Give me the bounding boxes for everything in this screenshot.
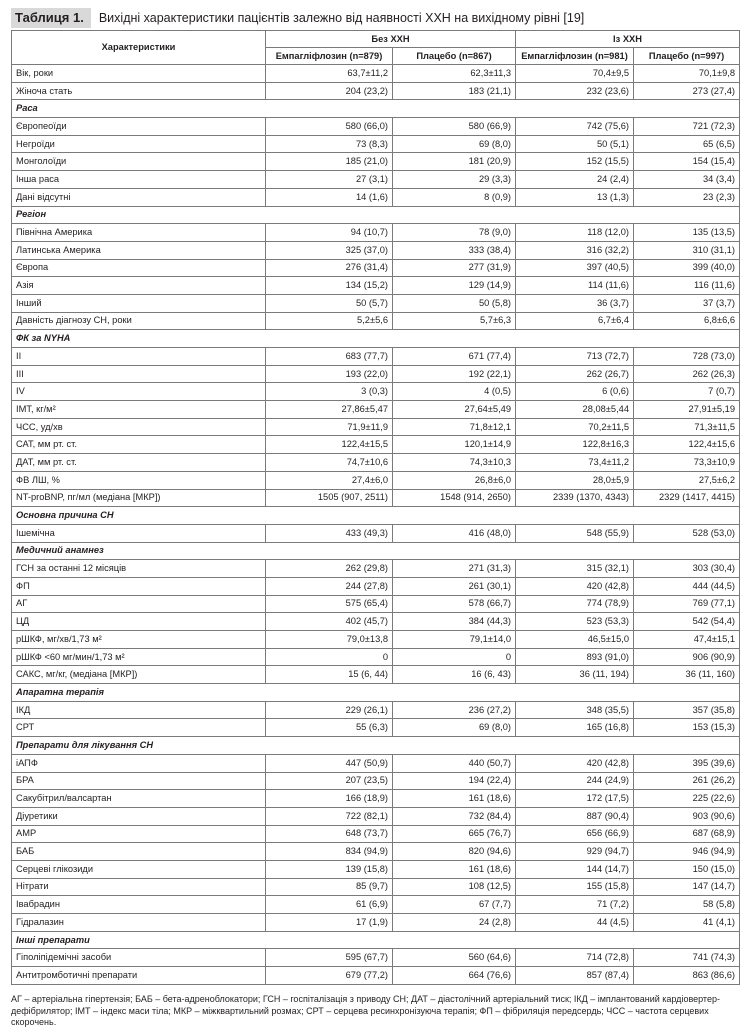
row-label: іАПФ [12, 754, 266, 772]
cell-value: 277 (31,9) [393, 259, 516, 277]
cell-value: 65 (6,5) [634, 135, 740, 153]
cell-value: 420 (42,8) [516, 577, 634, 595]
cell-value: 71,8±12,1 [393, 418, 516, 436]
row-label: Вік, роки [12, 65, 266, 83]
cell-value: 6 (0,6) [516, 383, 634, 401]
cell-value: 416 (48,0) [393, 524, 516, 542]
cell-value: 714 (72,8) [516, 949, 634, 967]
cell-value: 70,2±11,5 [516, 418, 634, 436]
cell-value: 0 [393, 648, 516, 666]
row-label: БРА [12, 772, 266, 790]
table-body [12, 65, 740, 985]
cell-value: 420 (42,8) [516, 754, 634, 772]
cell-value: 548 (55,9) [516, 524, 634, 542]
cell-value: 27,5±6,2 [634, 471, 740, 489]
cell-value: 69 (8,0) [393, 135, 516, 153]
table-row [12, 631, 740, 649]
cell-value: 402 (45,7) [266, 613, 393, 631]
cell-value: 28,0±5,9 [516, 471, 634, 489]
cell-value: 528 (53,0) [634, 524, 740, 542]
cell-value: 722 (82,1) [266, 807, 393, 825]
section-row [12, 330, 740, 348]
cell-value: 44 (4,5) [516, 914, 634, 932]
section-row [12, 206, 740, 224]
row-label: ІКД [12, 701, 266, 719]
table-row [12, 807, 740, 825]
row-label: ФВ ЛШ, % [12, 471, 266, 489]
row-label: Давність діагнозу СН, роки [12, 312, 266, 330]
cell-value: 108 (12,5) [393, 878, 516, 896]
header-group-without-ckd: Без ХХН [266, 31, 516, 48]
row-label: Європа [12, 259, 266, 277]
row-label: Жіноча стать [12, 82, 266, 100]
cell-value: 315 (32,1) [516, 560, 634, 578]
cell-value: 523 (53,3) [516, 613, 634, 631]
section-label: Медичний анамнез [12, 542, 740, 560]
cell-value: 13 (1,3) [516, 188, 634, 206]
footnote: АГ – артеріальна гіпертензія; БАБ – бета-адреноблокатори; ГСН – госпіталізація з приводу СН; ДАТ – діастолічний артеріальний тиск; ІКД – імплантований кардіовертер-дефібрилятор; ІМТ – індекс маси тіла; МКР – міжквартильний розмах; СРТ – серцева ресинхронізуюча терапія; ФП – фібриляція передсердь; ЧСС – частота серцевих скорочень. [11, 994, 720, 1027]
cell-value: 27,91±5,19 [634, 401, 740, 419]
table-row [12, 118, 740, 136]
cell-value: 36 (11, 194) [516, 666, 634, 684]
cell-value: 303 (30,4) [634, 560, 740, 578]
cell-value: 85 (9,7) [266, 878, 393, 896]
cell-value: 154 (15,4) [634, 153, 740, 171]
cell-value: 664 (76,6) [393, 967, 516, 985]
cell-value: 4 (0,5) [393, 383, 516, 401]
cell-value: 648 (73,7) [266, 825, 393, 843]
section-label: Інші препарати [12, 931, 740, 949]
table-row [12, 524, 740, 542]
cell-value: 325 (37,0) [266, 241, 393, 259]
section-label: ФК за NYHA [12, 330, 740, 348]
row-label: ЦД [12, 613, 266, 631]
section-label: Препарати для лікування СН [12, 737, 740, 755]
cell-value: 144 (14,7) [516, 860, 634, 878]
cell-value: 73,3±10,9 [634, 454, 740, 472]
cell-value: 55 (6,3) [266, 719, 393, 737]
cell-value: 656 (66,9) [516, 825, 634, 843]
table-row [12, 666, 740, 684]
cell-value: 261 (30,1) [393, 577, 516, 595]
row-label: Діуретики [12, 807, 266, 825]
cell-value: 50 (5,1) [516, 135, 634, 153]
cell-value: 73 (8,3) [266, 135, 393, 153]
cell-value: 348 (35,5) [516, 701, 634, 719]
cell-value: 560 (64,6) [393, 949, 516, 967]
row-label: Негроїди [12, 135, 266, 153]
table-title: Вихідні характеристики пацієнтів залежно від наявності ХХН на вихідному рівні [19] [98, 11, 585, 25]
table-row [12, 595, 740, 613]
cell-value: 134 (15,2) [266, 277, 393, 295]
row-label: Ішемічна [12, 524, 266, 542]
table-row [12, 701, 740, 719]
table-row [12, 241, 740, 259]
row-label: Інша раса [12, 171, 266, 189]
cell-value: 61 (6,9) [266, 896, 393, 914]
cell-value: 192 (22,1) [393, 365, 516, 383]
cell-value: 122,4±15,5 [266, 436, 393, 454]
section-label: Апаратна терапія [12, 684, 740, 702]
cell-value: 78 (9,0) [393, 224, 516, 242]
row-label: Сакубітрил/валсартан [12, 790, 266, 808]
cell-value: 116 (11,6) [634, 277, 740, 295]
row-label: Гідралазин [12, 914, 266, 932]
row-label: Монголоїди [12, 153, 266, 171]
row-label: Івабрадин [12, 896, 266, 914]
cell-value: 397 (40,5) [516, 259, 634, 277]
row-label: III [12, 365, 266, 383]
cell-value: 1548 (914, 2650) [393, 489, 516, 507]
table-row [12, 577, 740, 595]
cell-value: 129 (14,9) [393, 277, 516, 295]
cell-value: 946 (94,9) [634, 843, 740, 861]
table-row [12, 896, 740, 914]
cell-value: 903 (90,6) [634, 807, 740, 825]
cell-value: 232 (23,6) [516, 82, 634, 100]
row-label: NT-proBNP, пг/мл (медіана [МКР]) [12, 489, 266, 507]
row-label: АМР [12, 825, 266, 843]
cell-value: 262 (26,3) [634, 365, 740, 383]
cell-value: 24 (2,8) [393, 914, 516, 932]
row-label: Дані відсутні [12, 188, 266, 206]
cell-value: 742 (75,6) [516, 118, 634, 136]
table-row [12, 82, 740, 100]
cell-value: 14 (1,6) [266, 188, 393, 206]
row-label: САТ, мм рт. ст. [12, 436, 266, 454]
table-row [12, 365, 740, 383]
cell-value: 444 (44,5) [634, 577, 740, 595]
cell-value: 774 (78,9) [516, 595, 634, 613]
row-label: ІМТ, кг/м² [12, 401, 266, 419]
cell-value: 58 (5,8) [634, 896, 740, 914]
cell-value: 152 (15,5) [516, 153, 634, 171]
cell-value: 7 (0,7) [634, 383, 740, 401]
row-label: Інший [12, 294, 266, 312]
cell-value: 580 (66,0) [266, 118, 393, 136]
cell-value: 687 (68,9) [634, 825, 740, 843]
cell-value: 185 (21,0) [266, 153, 393, 171]
cell-value: 6,8±6,6 [634, 312, 740, 330]
cell-value: 316 (32,2) [516, 241, 634, 259]
cell-value: 118 (12,0) [516, 224, 634, 242]
table-row [12, 277, 740, 295]
section-row [12, 684, 740, 702]
header-col: Плацебо (n=997) [634, 48, 740, 65]
cell-value: 225 (22,6) [634, 790, 740, 808]
row-label: Антитромботичні препарати [12, 967, 266, 985]
cell-value: 683 (77,7) [266, 348, 393, 366]
cell-value: 114 (11,6) [516, 277, 634, 295]
characteristics-table [11, 30, 740, 985]
section-row [12, 507, 740, 525]
cell-value: 23 (2,3) [634, 188, 740, 206]
cell-value: 671 (77,4) [393, 348, 516, 366]
row-label: рШКФ, мг/хв/1,73 м² [12, 631, 266, 649]
cell-value: 834 (94,9) [266, 843, 393, 861]
section-row [12, 100, 740, 118]
cell-value: 161 (18,6) [393, 860, 516, 878]
cell-value: 333 (38,4) [393, 241, 516, 259]
cell-value: 433 (49,3) [266, 524, 393, 542]
row-label: Північна Америка [12, 224, 266, 242]
cell-value: 261 (26,2) [634, 772, 740, 790]
table-row [12, 454, 740, 472]
table-row [12, 825, 740, 843]
cell-value: 741 (74,3) [634, 949, 740, 967]
table-row [12, 967, 740, 985]
cell-value: 120,1±14,9 [393, 436, 516, 454]
cell-value: 6,7±6,4 [516, 312, 634, 330]
cell-value: 1505 (907, 2511) [266, 489, 393, 507]
cell-value: 262 (29,8) [266, 560, 393, 578]
cell-value: 16 (6, 43) [393, 666, 516, 684]
cell-value: 27,86±5,47 [266, 401, 393, 419]
cell-value: 153 (15,3) [634, 719, 740, 737]
table-row [12, 383, 740, 401]
cell-value: 27,64±5,49 [393, 401, 516, 419]
cell-value: 166 (18,9) [266, 790, 393, 808]
cell-value: 135 (13,5) [634, 224, 740, 242]
cell-value: 728 (73,0) [634, 348, 740, 366]
table-row [12, 843, 740, 861]
row-label: ДАТ, мм рт. ст. [12, 454, 266, 472]
cell-value: 150 (15,0) [634, 860, 740, 878]
cell-value: 262 (26,7) [516, 365, 634, 383]
section-row [12, 931, 740, 949]
table-row [12, 772, 740, 790]
cell-value: 79,1±14,0 [393, 631, 516, 649]
cell-value: 929 (94,7) [516, 843, 634, 861]
cell-value: 893 (91,0) [516, 648, 634, 666]
cell-value: 183 (21,1) [393, 82, 516, 100]
table-row [12, 471, 740, 489]
table-row [12, 613, 740, 631]
cell-value: 50 (5,7) [266, 294, 393, 312]
cell-value: 36 (11, 160) [634, 666, 740, 684]
cell-value: 147 (14,7) [634, 878, 740, 896]
row-label: БАБ [12, 843, 266, 861]
cell-value: 74,3±10,3 [393, 454, 516, 472]
table-row [12, 914, 740, 932]
cell-value: 122,8±16,3 [516, 436, 634, 454]
cell-value: 3 (0,3) [266, 383, 393, 401]
row-label: рШКФ <60 мг/мин/1,73 м² [12, 648, 266, 666]
cell-value: 70,4±9,5 [516, 65, 634, 83]
cell-value: 207 (23,5) [266, 772, 393, 790]
cell-value: 721 (72,3) [634, 118, 740, 136]
cell-value: 863 (86,6) [634, 967, 740, 985]
cell-value: 399 (40,0) [634, 259, 740, 277]
cell-value: 94 (10,7) [266, 224, 393, 242]
cell-value: 236 (27,2) [393, 701, 516, 719]
table-row [12, 171, 740, 189]
cell-value: 357 (35,8) [634, 701, 740, 719]
cell-value: 41 (4,1) [634, 914, 740, 932]
cell-value: 395 (39,6) [634, 754, 740, 772]
cell-value: 63,7±11,2 [266, 65, 393, 83]
table-row [12, 436, 740, 454]
table-row [12, 259, 740, 277]
header-group-with-ckd: Із ХХН [516, 31, 740, 48]
cell-value: 447 (50,9) [266, 754, 393, 772]
cell-value: 27 (3,1) [266, 171, 393, 189]
cell-value: 71,9±11,9 [266, 418, 393, 436]
cell-value: 578 (66,7) [393, 595, 516, 613]
row-label: II [12, 348, 266, 366]
cell-value: 181 (20,9) [393, 153, 516, 171]
header-characteristic: Характеристики [12, 31, 266, 65]
cell-value: 34 (3,4) [634, 171, 740, 189]
row-label: Латинська Америка [12, 241, 266, 259]
row-label: Азія [12, 277, 266, 295]
cell-value: 542 (54,4) [634, 613, 740, 631]
row-label: ЧСС, уд/хв [12, 418, 266, 436]
cell-value: 47,4±15,1 [634, 631, 740, 649]
cell-value: 71,3±11,5 [634, 418, 740, 436]
cell-value: 29 (3,3) [393, 171, 516, 189]
cell-value: 193 (22,0) [266, 365, 393, 383]
cell-value: 713 (72,7) [516, 348, 634, 366]
table-row [12, 153, 740, 171]
cell-value: 46,5±15,0 [516, 631, 634, 649]
cell-value: 5,2±5,6 [266, 312, 393, 330]
header-row-groups [12, 31, 740, 48]
cell-value: 2329 (1417, 4415) [634, 489, 740, 507]
cell-value: 139 (15,8) [266, 860, 393, 878]
cell-value: 310 (31,1) [634, 241, 740, 259]
cell-value: 276 (31,4) [266, 259, 393, 277]
table-row [12, 878, 740, 896]
table-row [12, 860, 740, 878]
cell-value: 165 (16,8) [516, 719, 634, 737]
cell-value: 37 (3,7) [634, 294, 740, 312]
cell-value: 79,0±13,8 [266, 631, 393, 649]
cell-value: 28,08±5,44 [516, 401, 634, 419]
cell-value: 36 (3,7) [516, 294, 634, 312]
cell-value: 2339 (1370, 4343) [516, 489, 634, 507]
table-row [12, 754, 740, 772]
cell-value: 74,7±10,6 [266, 454, 393, 472]
cell-value: 384 (44,3) [393, 613, 516, 631]
cell-value: 769 (77,1) [634, 595, 740, 613]
cell-value: 271 (31,3) [393, 560, 516, 578]
cell-value: 732 (84,4) [393, 807, 516, 825]
cell-value: 69 (8,0) [393, 719, 516, 737]
section-label: Основна причина СН [12, 507, 740, 525]
cell-value: 172 (17,5) [516, 790, 634, 808]
cell-value: 26,8±6,0 [393, 471, 516, 489]
cell-value: 67 (7,7) [393, 896, 516, 914]
row-label: ФП [12, 577, 266, 595]
table-row [12, 65, 740, 83]
table-row [12, 719, 740, 737]
table-row [12, 135, 740, 153]
cell-value: 17 (1,9) [266, 914, 393, 932]
table-row [12, 790, 740, 808]
header-col: Плацебо (n=867) [393, 48, 516, 65]
table-row [12, 489, 740, 507]
section-label: Регіон [12, 206, 740, 224]
cell-value: 887 (90,4) [516, 807, 634, 825]
cell-value: 50 (5,8) [393, 294, 516, 312]
row-label: IV [12, 383, 266, 401]
cell-value: 155 (15,8) [516, 878, 634, 896]
row-label: ГСН за останні 12 місяців [12, 560, 266, 578]
cell-value: 820 (94,6) [393, 843, 516, 861]
row-label: Нітрати [12, 878, 266, 896]
section-row [12, 542, 740, 560]
table-row [12, 949, 740, 967]
row-label: СРТ [12, 719, 266, 737]
table-caption [11, 8, 739, 28]
cell-value: 229 (26,1) [266, 701, 393, 719]
row-label: Серцеві глікозиди [12, 860, 266, 878]
cell-value: 857 (87,4) [516, 967, 634, 985]
table-row [12, 188, 740, 206]
cell-value: 906 (90,9) [634, 648, 740, 666]
table-number: Таблиця 1. [11, 8, 91, 28]
cell-value: 244 (24,9) [516, 772, 634, 790]
cell-value: 204 (23,2) [266, 82, 393, 100]
cell-value: 70,1±9,8 [634, 65, 740, 83]
cell-value: 73,4±11,2 [516, 454, 634, 472]
cell-value: 122,4±15,6 [634, 436, 740, 454]
cell-value: 665 (76,7) [393, 825, 516, 843]
cell-value: 679 (77,2) [266, 967, 393, 985]
table-row [12, 418, 740, 436]
row-label: Гіполіпідемічні засоби [12, 949, 266, 967]
cell-value: 440 (50,7) [393, 754, 516, 772]
cell-value: 15 (6, 44) [266, 666, 393, 684]
cell-value: 5,7±6,3 [393, 312, 516, 330]
cell-value: 244 (27,8) [266, 577, 393, 595]
cell-value: 575 (65,4) [266, 595, 393, 613]
table-row [12, 648, 740, 666]
header-col: Емпагліфлозин (n=879) [266, 48, 393, 65]
table-row [12, 294, 740, 312]
row-label: САКС, мг/кг, (медіана [МКР]) [12, 666, 266, 684]
cell-value: 8 (0,9) [393, 188, 516, 206]
cell-value: 161 (18,6) [393, 790, 516, 808]
row-label: АГ [12, 595, 266, 613]
header-col: Емпагліфлозин (n=981) [516, 48, 634, 65]
table-row [12, 560, 740, 578]
table-row [12, 312, 740, 330]
cell-value: 71 (7,2) [516, 896, 634, 914]
row-label: Європеоїди [12, 118, 266, 136]
table-row [12, 401, 740, 419]
cell-value: 194 (22,4) [393, 772, 516, 790]
cell-value: 273 (27,4) [634, 82, 740, 100]
cell-value: 24 (2,4) [516, 171, 634, 189]
cell-value: 62,3±11,3 [393, 65, 516, 83]
cell-value: 0 [266, 648, 393, 666]
table-row [12, 348, 740, 366]
section-label: Раса [12, 100, 740, 118]
cell-value: 595 (67,7) [266, 949, 393, 967]
table-row [12, 224, 740, 242]
cell-value: 580 (66,9) [393, 118, 516, 136]
cell-value: 27,4±6,0 [266, 471, 393, 489]
section-row [12, 737, 740, 755]
